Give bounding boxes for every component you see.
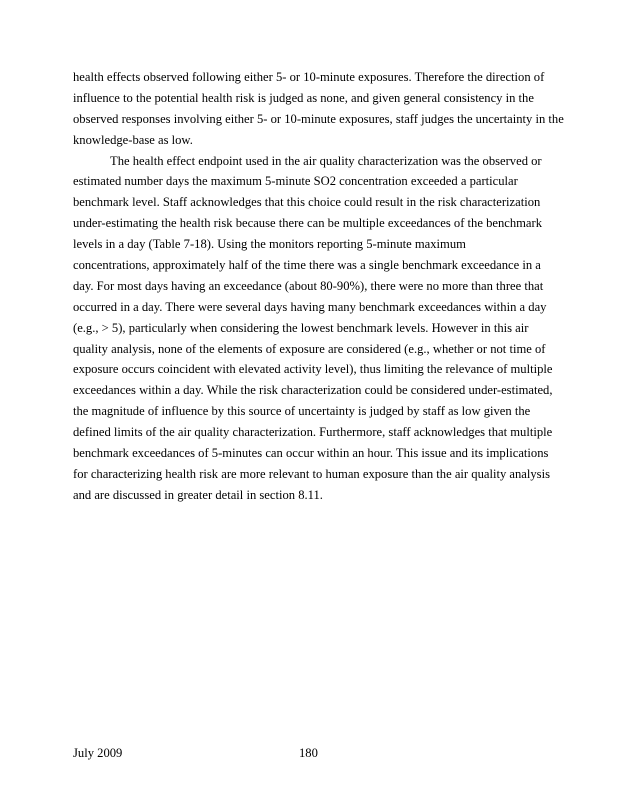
text-line: concentrations, approximately half of the time there was a single benchmark exceedance in a [73, 258, 541, 273]
text-line: The health effect endpoint used in the air quality characterization was the observed or [110, 153, 542, 168]
text-line: under-estimating the health risk because there can be multiple exceedances of the benchmark [73, 216, 543, 231]
text-line: benchmark level. Staff acknowledges that this choice could result in the risk characterization [73, 195, 541, 210]
body-text [73, 67, 579, 506]
text-line: and are discussed in greater detail in section 8.11. [73, 487, 323, 502]
footer-date: July 2009 [73, 746, 123, 760]
text-line: (e.g., > 5), particularly when considering the lowest benchmark levels. However in this air [73, 320, 529, 335]
page-number: 180 [299, 746, 318, 760]
text-line: quality analysis, none of the elements of exposure are considered (e.g., whether or not time of [73, 341, 546, 356]
text-line: exposure occurs coincident with elevated activity level), thus limiting the relevance of multiple [73, 362, 553, 377]
text-line: day. For most days having an exceedance (about 80-90%), there were no more than three that [73, 278, 544, 293]
text-line: knowledge-base as low. [73, 132, 193, 147]
text-line: exceedances within a day. While the risk characterization could be considered under-estimated, [73, 383, 553, 398]
text-line: defined limits of the air quality characterization. Furthermore, staff acknowledges that multiple [73, 425, 553, 440]
text-line: benchmark exceedances of 5-minutes can occur within an hour. This issue and its implications [73, 446, 549, 461]
text-line: observed responses involving either 5- or 10-minute exposures, staff judges the uncertainty in the [73, 111, 564, 126]
text-line: influence to the potential health risk is judged as none, and given general consistency in the [73, 90, 534, 105]
text-line: occurred in a day. There were several days having many benchmark exceedances within a day [73, 299, 547, 314]
text-line: for characterizing health risk are more relevant to human exposure than the air quality analysis [73, 466, 550, 481]
text-line: health effects observed following either 5- or 10-minute exposures. Therefore the direction of [73, 70, 545, 84]
text-line: the magnitude of influence by this source of uncertainty is judged by staff as low given the [73, 404, 531, 419]
text-line: levels in a day (Table 7-18). Using the monitors reporting 5-minute maximum [73, 237, 466, 252]
text-line: estimated number days the maximum 5-minute SO2 concentration exceeded a particular [73, 174, 518, 189]
